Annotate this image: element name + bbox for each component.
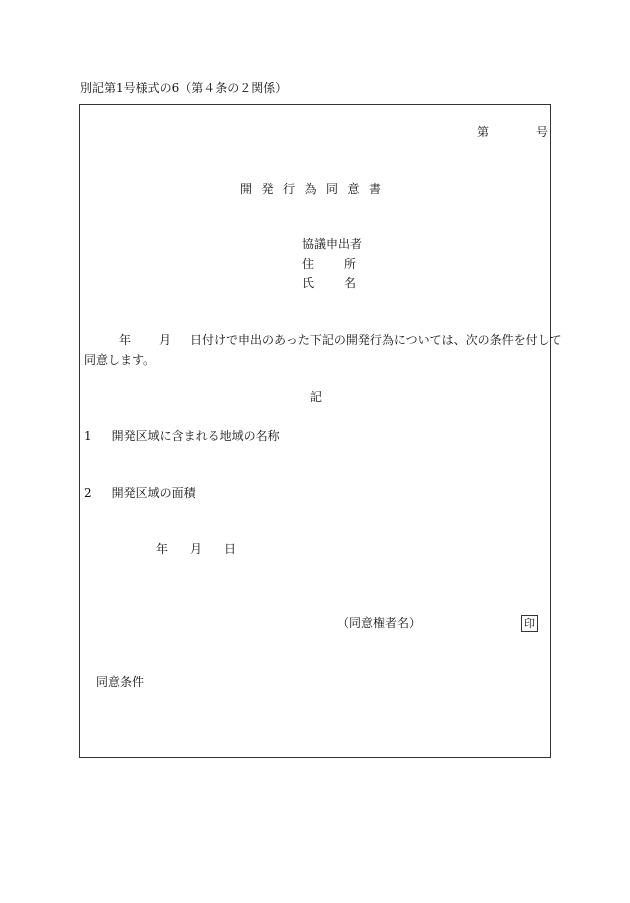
date-month-label: 月 [159,333,172,347]
item-1 [84,430,280,442]
conditions-label: 同意条件 [96,675,145,689]
applicant-label: 協議申出者 [302,237,363,251]
consenter-name-label: （同意権者名） [337,616,422,630]
sign-date [156,543,236,555]
sign-day-label: 日 [224,542,237,556]
body-text-line2: 同意します。 [84,353,156,367]
sign-year-label: 年 [156,542,169,556]
document-number-go: 号 [536,125,549,139]
document-number-dai: 第 [477,125,490,139]
item-2-number: 2 [84,486,92,500]
item-2 [84,487,196,499]
address-label: 住所 [302,257,387,271]
date-intro [119,334,171,346]
item-2-text: 開発区域の面積 [111,486,196,500]
item-1-number: 1 [84,429,92,443]
date-year-label: 年 [119,333,132,347]
form-header: 別記第1号様式の6（第４条の２関係） [80,81,288,95]
ki-heading: 記 [310,390,323,404]
document-title: 開発行為同意書 [240,182,391,196]
body-text-line1: 日付けで申出のあった下記の開発行為については、次の条件を付して [190,333,562,347]
name-label: 氏名 [302,276,387,290]
sign-month-label: 月 [190,542,203,556]
seal-box: 印 [521,615,538,632]
item-1-text: 開発区域に含まれる地域の名称 [111,429,280,443]
